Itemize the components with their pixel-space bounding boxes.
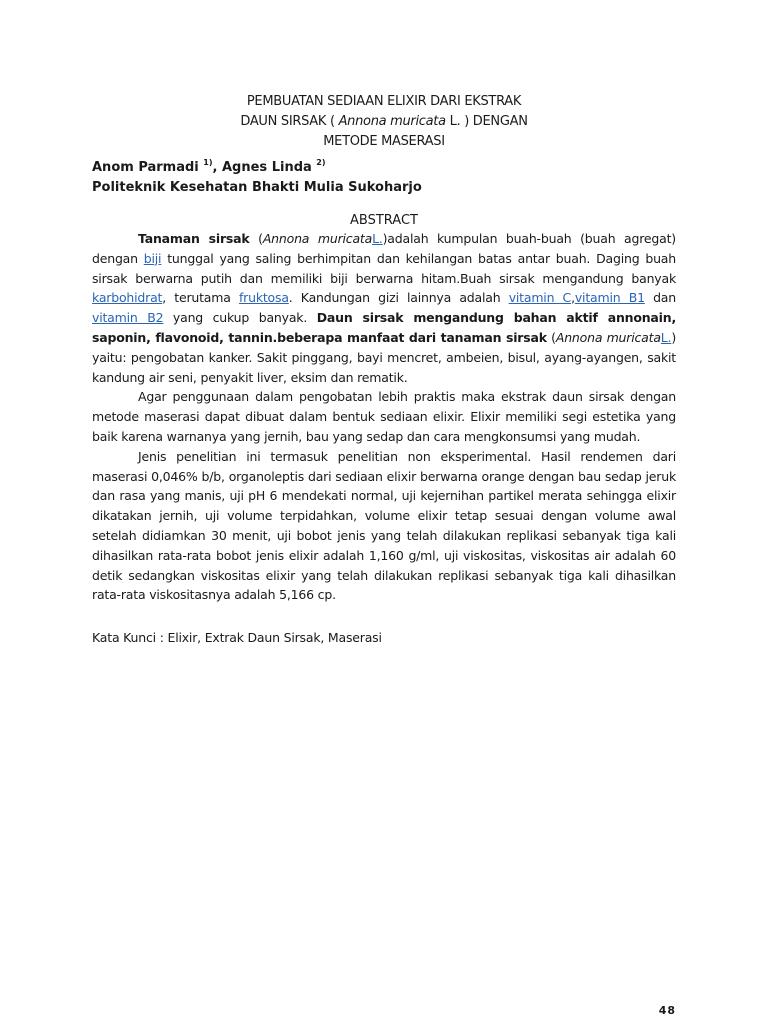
text: )adalah kumpulan buah-buah (buah agregat) dengan [92, 231, 676, 266]
link-vitamin-b2[interactable]: vitamin B2 [92, 310, 164, 326]
text: . Kandungan gizi lainnya adalah [288, 290, 509, 306]
title-species-name: Annona muricata [338, 114, 446, 129]
text: ( [249, 231, 263, 246]
species-name: Annona muricata [262, 231, 373, 246]
text: ) yaitu: pengobatan kanker. Sakit pinggang, bayi mencret, ambeien, bisul, ayang-ayangen, sakit kandung air seni, penyakit liver, eksim dan rematik. [92, 329, 677, 385]
title-line-1: PEMBUATAN SEDIAAN ELIXIR DARI EKSTRAK [246, 94, 522, 109]
abstract-body [92, 229, 676, 605]
keywords: Kata Kunci : Elixir, Extrak Daun Sirsak, Maserasi [92, 630, 382, 645]
abstract-paragraph-1 [92, 229, 676, 387]
link-linnaeus[interactable]: L. [372, 231, 383, 246]
text: , [571, 290, 575, 306]
abstract-heading: ABSTRACT [350, 213, 418, 228]
link-karbohidrat[interactable]: karbohidrat [92, 290, 163, 306]
text: , terutama [162, 290, 239, 306]
abstract-paragraph-2: Agar penggunaan dalam pengobatan lebih praktis maka ekstrak daun sirsak dengan metode maserasi dapat dibuat dalam bentuk sediaan elixir. Elixir memiliki segi estetika yang baik karena warnanya yang jernih, bau yang sedap dan cara mengkonsumsi yang mudah. [92, 389, 676, 444]
bold-text: Tanaman sirsak [138, 231, 250, 246]
text: yang cukup banyak. [163, 310, 317, 326]
link-fruktosa[interactable]: fruktosa [238, 290, 289, 306]
title-text: DAUN SIRSAK ( [240, 114, 339, 129]
author-name: , Agnes Linda [212, 160, 317, 175]
title-line-3: METODE MASERASI [323, 134, 445, 149]
author-name: Anom Parmadi [92, 160, 204, 175]
link-vitamin-c[interactable]: vitamin C [508, 290, 572, 306]
title-line-2 [92, 112, 676, 132]
author-names [92, 158, 676, 178]
author-block [92, 158, 676, 198]
abstract-paragraph-3: Jenis penelitian ini termasuk penelitian non eksperimental. Hasil rendemen dari maserasi 0,046% b/b, organoleptis dari sediaan elixir berwarna orange dengan bau sedap jeruk dan rasa yang manis, uji pH 6 mendekati normal, uji kejernihan partikel merata sehingga elixir dikatakan jernih, uji volume terpidahkan, volume elixir tetap sesuai dengan volume awal setelah didiamkan 30 menit, uji bobot jenis yang telah dilakukan replikasi sebanyak tiga kali dihasilkan rata-rata bobot jenis elixir adalah 1,160 g/ml, uji viskositas, viskositas air adalah 60 detik sedangkan viskositas elixir yang telah dilakukan replikasi sebanyak tiga kali dihasilkan rata-rata viskositasnya adalah 5,166 cp. [92, 448, 676, 603]
author-affiliation-mark: 1) [203, 158, 213, 167]
link-linnaeus[interactable]: L. [660, 329, 672, 345]
text: dan [644, 290, 676, 306]
link-vitamin-b1[interactable]: vitamin B1 [574, 290, 645, 306]
link-biji[interactable]: biji [143, 250, 162, 266]
text: ( [546, 329, 556, 345]
bold-text: Daun sirsak mengandung bahan aktif annonain, saponin, flavonoid, tannin.beberapa manfaat dari tanaman sirsak [92, 310, 676, 345]
text: tunggal yang saling berhimpitan dan kehilangan batas antar buah. Daging buah sirsak berwarna putih dan memiliki biji berwarna hitam.Buah sirsak mengandung banyak [92, 250, 676, 286]
affiliation: Politeknik Kesehatan Bhakti Mulia Sukoharjo [92, 180, 422, 195]
paper-title [92, 92, 676, 152]
page-number: 48 [658, 1004, 676, 1017]
species-name: Annona muricata [555, 329, 661, 345]
author-affiliation-mark: 2) [316, 158, 326, 167]
title-text: L. ) DENGAN [445, 114, 528, 129]
